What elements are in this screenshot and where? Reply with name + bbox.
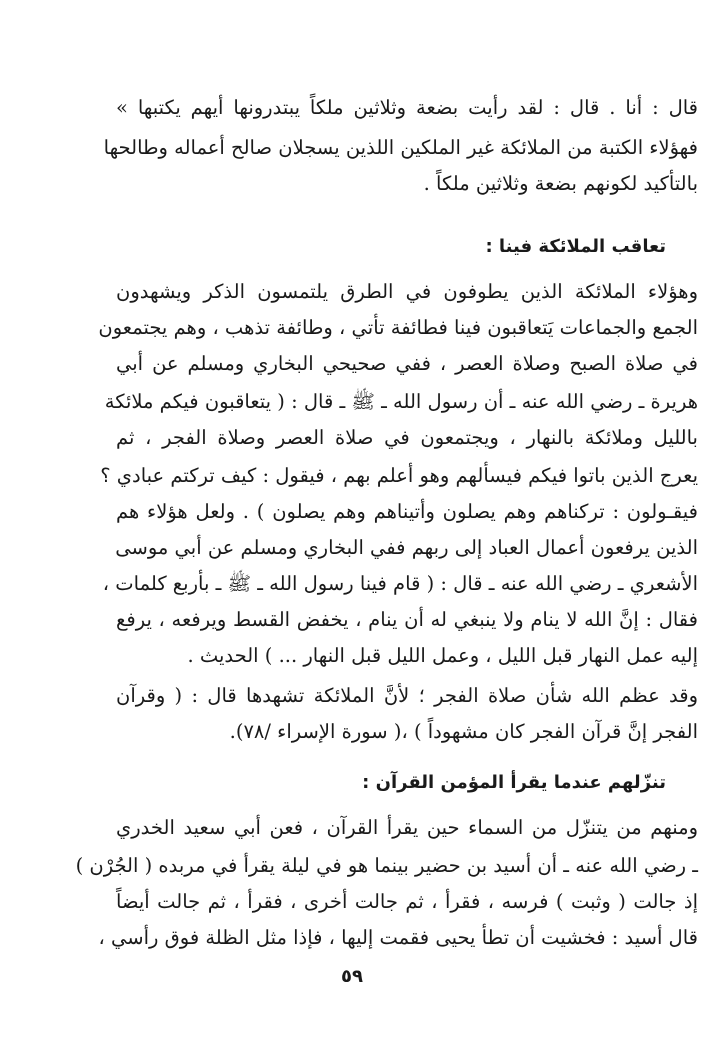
- section-heading: تنزّلهم عندما يقرأ المؤمن القرآن :: [362, 772, 666, 793]
- text-line: في صلاة الصبح وصلاة العصر ، ففي صحيحي البخاري ومسلم عن أبي: [116, 352, 698, 375]
- text-line: يعرج الذين باتوا فيكم فيسألهم وهو أعلم بهم ، فيقول : كيف تركتم عبادي ؟: [100, 464, 698, 487]
- text-line: وقد عظم الله شأن صلاة الفجر ؛ لأنَّ الملائكة تشهدها قال : ( وقرآن: [116, 684, 698, 707]
- text-line: وهؤلاء الملائكة الذين يطوفون في الطرق يلتمسون الذكر ويشهدون: [116, 280, 698, 303]
- text-line: الجمع والجماعات يَتعاقبون فينا فطائفة تأتي ، وطائفة تذهب ، وهم يجتمعون: [98, 316, 698, 339]
- text-line: فهؤلاء الكتبة من الملائكة غير الملكين اللذين يسجلان صالح أعماله وطالحها: [103, 136, 698, 159]
- page-number: ٥٩: [341, 966, 363, 987]
- text-line: إليه عمل النهار قبل الليل ، وعمل الليل قبل النهار ... ) الحديث .: [187, 644, 698, 667]
- text-line: إذ جالت ( وثبت ) فرسه ، فقرأ ، ثم جالت أخرى ، فقرأ ، ثم جالت أيضاً: [116, 890, 698, 913]
- text-line: الذين يرفعون أعمال العباد إلى ربهم ففي البخاري ومسلم عن أبي موسى: [115, 536, 698, 559]
- text-line: فقال : إنَّ الله لا ينام ولا ينبغي له أن ينام ، يخفض القسط ويرفعه ، يرفع: [116, 608, 698, 631]
- text-line: قال أسيد : فخشيت أن تطأ يحيى فقمت إليها ، فإذا مثل الظلة فوق رأسي ،: [98, 926, 698, 949]
- text-line: الأشعري ـ رضي الله عنه ـ قال : ( قام فينا رسول الله ـ ﷺ ـ بأربع كلمات ،: [102, 572, 698, 595]
- text-line: بالليل وملائكة بالنهار ، ويجتمعون في صلاة العصر وصلاة الفجر ، ثم: [116, 426, 698, 449]
- text-line: الفجر إنَّ قرآن الفجر كان مشهوداً ) ،( سورة الإسراء /٧٨).: [229, 720, 698, 743]
- text-line: ـ رضي الله عنه ـ أن أسيد بن حضير بينما هو في ليلة يقرأ في مربده ( الجُرْن ): [75, 854, 698, 877]
- text-line: هريرة ـ رضي الله عنه ـ أن رسول الله ـ ﷺ ـ قال : ( يتعاقبون فيكم ملائكة: [104, 390, 698, 413]
- text-line: قال : أنا . قال : لقد رأيت بضعة وثلاثين ملكاً يبتدرونها أيهم يكتبها »: [116, 96, 698, 119]
- text-line: فيقـولون : تركناهم وهم يصلون وأتيناهم وهم يصلون ) . ولعل هؤلاء هم: [116, 500, 698, 523]
- section-heading: تعاقب الملائكة فينا :: [485, 236, 666, 257]
- text-line: ومنهم من يتنزّل من السماء حين يقرأ القرآن ، فعن أبي سعيد الخدري: [116, 816, 698, 839]
- text-line: بالتأكيد لكونهم بضعة وثلاثين ملكاً .: [423, 172, 698, 195]
